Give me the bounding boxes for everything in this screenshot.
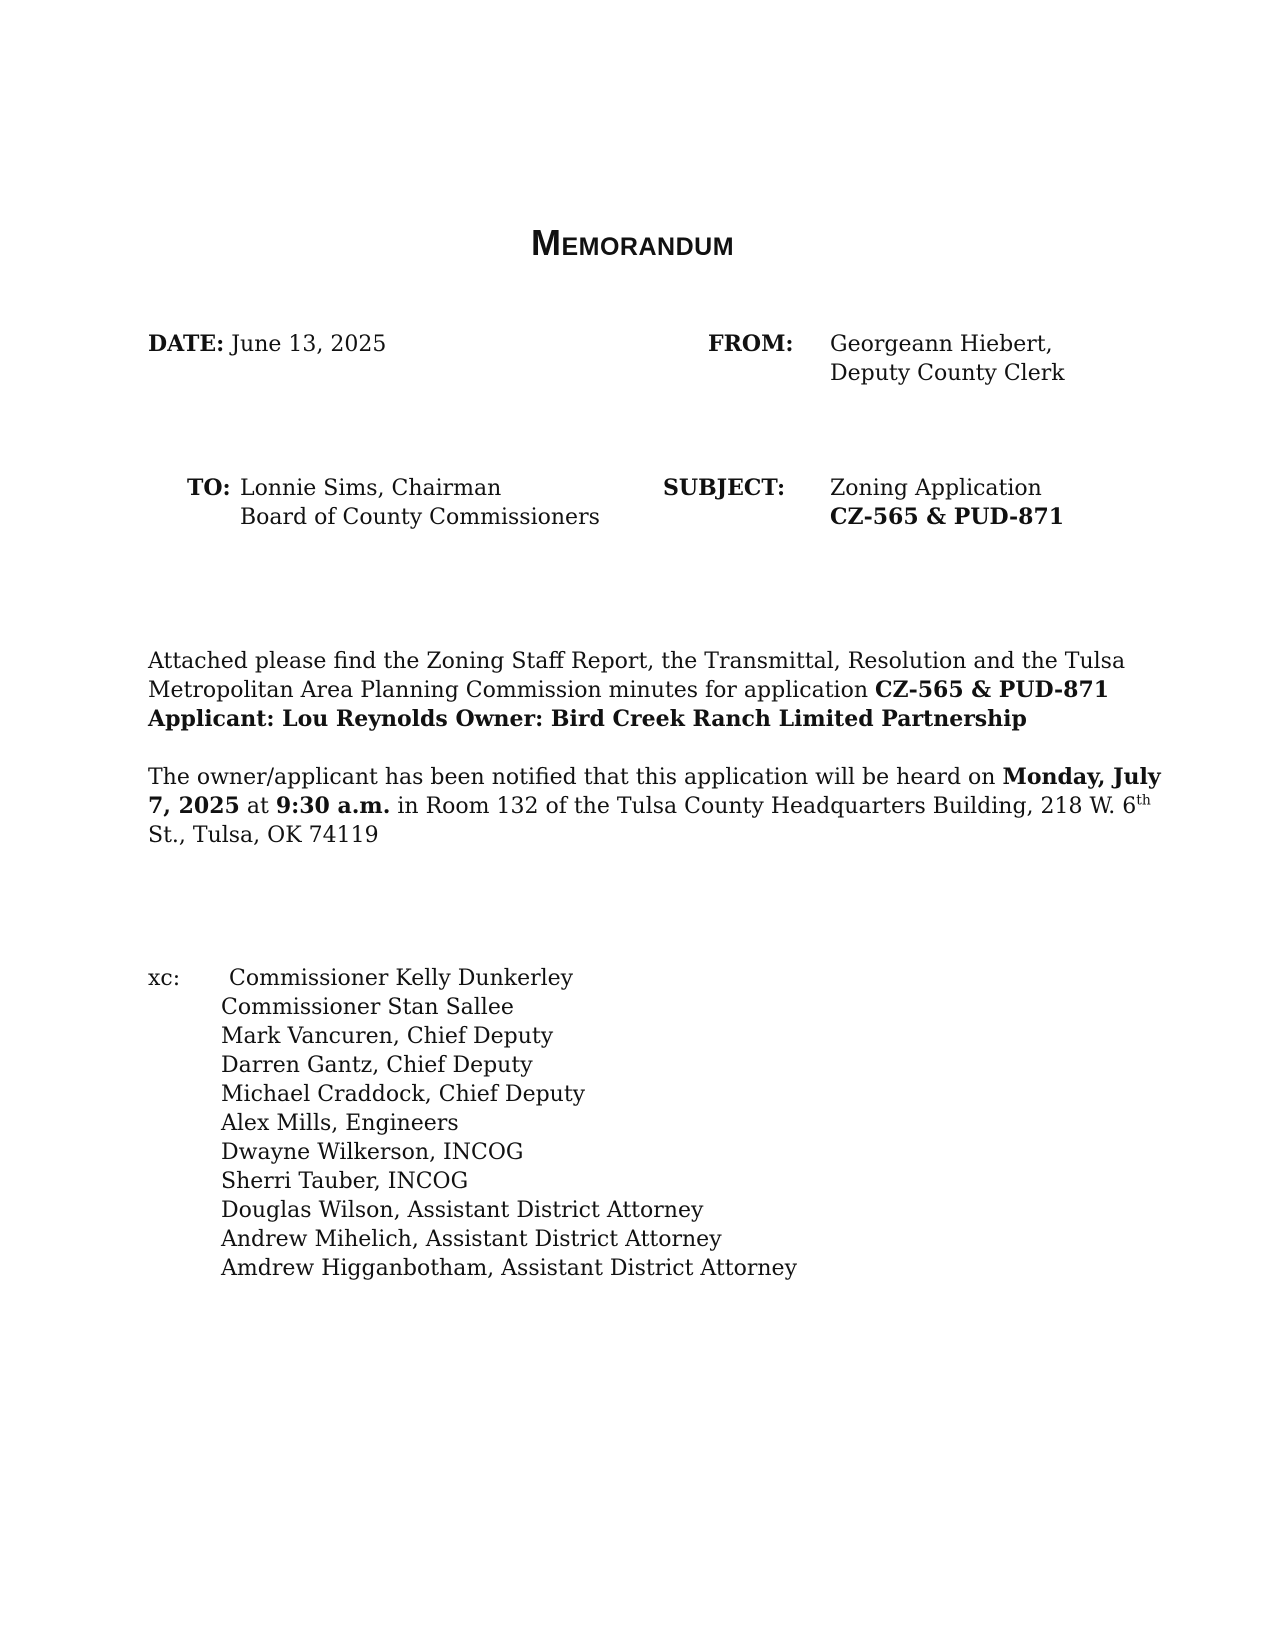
to-line-org: Board of County Commissioners bbox=[240, 505, 600, 530]
xc-label: xc: bbox=[148, 966, 181, 991]
xc-recipient: Sherri Tauber, INCOG bbox=[221, 1169, 469, 1194]
xc-recipient: Mark Vancuren, Chief Deputy bbox=[221, 1024, 554, 1049]
subject-label: SUBJECT: bbox=[663, 475, 786, 501]
xc-recipient: Darren Gantz, Chief Deputy bbox=[221, 1053, 533, 1078]
to-value bbox=[240, 474, 600, 532]
from-label: FROM: bbox=[708, 331, 794, 357]
from-line-title: Deputy County Clerk bbox=[830, 361, 1065, 386]
date-value: June 13, 2025 bbox=[231, 332, 387, 357]
hearing-text-3: in Room 132 of the Tulsa County Headquarters Building, 218 W. 6 bbox=[390, 794, 1137, 819]
subject-value bbox=[830, 474, 1064, 532]
application-reference: CZ-565 & PUD-871 Applicant: Lou Reynolds Owner: Bird Creek Ranch Limited Partnership bbox=[148, 677, 1110, 732]
from-line-name: Georgeann Hiebert, bbox=[830, 332, 1053, 357]
from-value bbox=[830, 330, 1065, 388]
xc-recipient-list bbox=[221, 964, 797, 1283]
attachment-paragraph bbox=[148, 647, 1188, 734]
hearing-text-1: The owner/applicant has been notified that this application will be heard on bbox=[148, 765, 1003, 790]
xc-recipient: Dwayne Wilkerson, INCOG bbox=[221, 1140, 524, 1165]
date-label: DATE: bbox=[148, 331, 225, 357]
date-line bbox=[148, 330, 386, 359]
to-line-name: Lonnie Sims, Chairman bbox=[240, 476, 502, 501]
xc-recipient: Commissioner Kelly Dunkerley bbox=[229, 966, 574, 991]
subject-line-2: CZ-565 & PUD-871 bbox=[830, 504, 1065, 530]
xc-recipient: Alex Mills, Engineers bbox=[221, 1111, 459, 1136]
hearing-paragraph bbox=[148, 763, 1188, 850]
attachment-text: Attached please find the Zoning Staff Report, the Transmittal, Resolution and the Tulsa Metropolitan Area Planning Commission minutes for application bbox=[148, 649, 1126, 703]
ordinal-suffix: th bbox=[1136, 792, 1151, 809]
hearing-text-4: St., Tulsa, OK 74119 bbox=[148, 823, 379, 848]
memo-title: Memorandum bbox=[530, 222, 735, 263]
xc-recipient: Douglas Wilson, Assistant District Attorney bbox=[221, 1198, 704, 1223]
subject-line-1: Zoning Application bbox=[830, 476, 1042, 501]
hearing-text-2: at bbox=[239, 794, 276, 819]
xc-recipient: Andrew Mihelich, Assistant District Attorney bbox=[221, 1227, 722, 1252]
xc-recipient: Amdrew Higganbotham, Assistant District Attorney bbox=[221, 1256, 797, 1281]
to-label: TO: bbox=[187, 475, 231, 501]
xc-recipient: Michael Craddock, Chief Deputy bbox=[221, 1082, 586, 1107]
xc-recipient: Commissioner Stan Sallee bbox=[221, 995, 514, 1020]
hearing-time: 9:30 a.m. bbox=[275, 793, 391, 819]
hearing-date: Monday, July 7, 2025 bbox=[148, 764, 1161, 819]
